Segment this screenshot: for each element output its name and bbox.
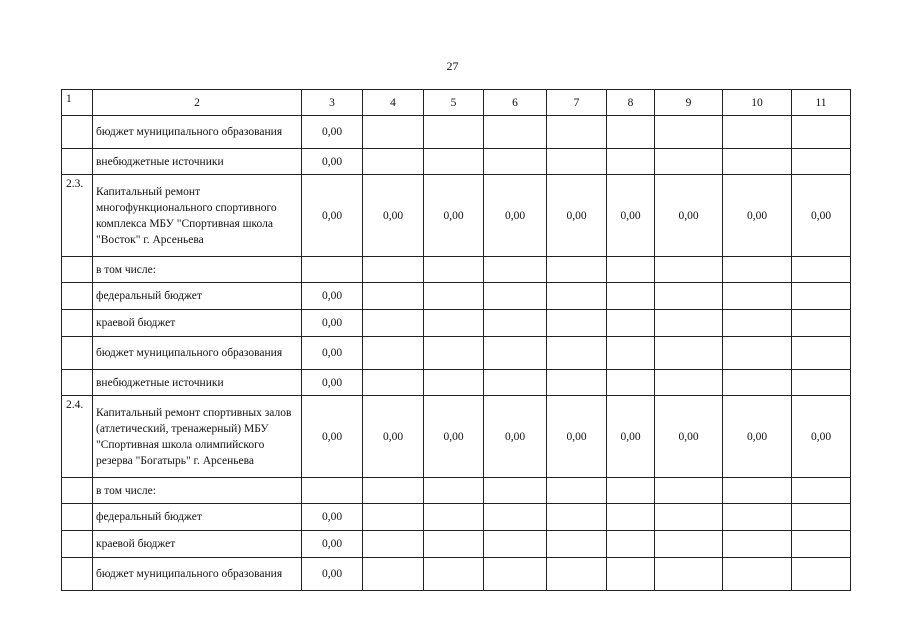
column-header-10: 10 xyxy=(723,90,792,116)
empty-cell-col-5 xyxy=(424,558,484,591)
empty-cell-col-10 xyxy=(723,116,792,149)
row-index xyxy=(62,310,93,337)
table-row xyxy=(62,149,851,175)
column-header-8: 8 xyxy=(607,90,655,116)
empty-cell-col-10 xyxy=(723,149,792,175)
table-row xyxy=(62,337,851,370)
value-cell-col-11: 0,00 xyxy=(792,175,851,257)
empty-cell-col-9 xyxy=(655,116,723,149)
value-cell-col-3: 0,00 xyxy=(302,283,363,310)
empty-cell-col-8 xyxy=(607,116,655,149)
empty-cell-col-6 xyxy=(484,558,547,591)
empty-cell-col-5 xyxy=(424,116,484,149)
row-index xyxy=(62,337,93,370)
row-index xyxy=(62,283,93,310)
table-row xyxy=(62,558,851,591)
row-index: 2.4. xyxy=(62,396,93,478)
empty-cell-col-5 xyxy=(424,370,484,396)
value-cell-col-3: 0,00 xyxy=(302,370,363,396)
value-cell-col-3: 0,00 xyxy=(302,175,363,257)
value-cell-col-9: 0,00 xyxy=(655,396,723,478)
row-index xyxy=(62,370,93,396)
empty-cell-col-11 xyxy=(792,283,851,310)
column-header-4: 4 xyxy=(363,90,424,116)
row-label: краевой бюджет xyxy=(93,310,302,337)
empty-cell-col-6 xyxy=(484,149,547,175)
empty-cell-col-9 xyxy=(655,531,723,558)
table-row xyxy=(62,531,851,558)
empty-cell-col-9 xyxy=(655,478,723,504)
empty-cell-col-8 xyxy=(607,504,655,531)
value-cell-col-3: 0,00 xyxy=(302,558,363,591)
empty-cell-col-11 xyxy=(792,149,851,175)
row-label: в том числе: xyxy=(93,257,302,283)
empty-cell-col-11 xyxy=(792,478,851,504)
row-label: Капитальный ремонт многофункционального спортивного комплекса МБУ "Спортивная школа "Восток" г. Арсеньева xyxy=(93,175,302,257)
empty-cell-col-8 xyxy=(607,283,655,310)
empty-cell-col-7 xyxy=(547,504,607,531)
row-label: краевой бюджет xyxy=(93,531,302,558)
empty-cell-col-7 xyxy=(547,116,607,149)
row-index xyxy=(62,257,93,283)
row-index xyxy=(62,504,93,531)
empty-cell-col-6 xyxy=(484,116,547,149)
empty-cell-col-11 xyxy=(792,337,851,370)
empty-cell-col-8 xyxy=(607,558,655,591)
empty-cell-col-9 xyxy=(655,504,723,531)
column-header-2: 2 xyxy=(93,90,302,116)
empty-cell-col-4 xyxy=(363,504,424,531)
empty-cell-col-8 xyxy=(607,257,655,283)
empty-cell-col-8 xyxy=(607,478,655,504)
empty-cell-col-11 xyxy=(792,370,851,396)
empty-cell-col-10 xyxy=(723,478,792,504)
empty-cell-col-4 xyxy=(363,478,424,504)
empty-cell-col-5 xyxy=(424,531,484,558)
empty-cell-col-8 xyxy=(607,337,655,370)
empty-cell-col-5 xyxy=(424,337,484,370)
empty-cell-col-10 xyxy=(723,558,792,591)
value-cell-col-3: 0,00 xyxy=(302,337,363,370)
value-cell-col-3: 0,00 xyxy=(302,531,363,558)
table-row xyxy=(62,175,851,257)
empty-cell-col-7 xyxy=(547,478,607,504)
value-cell-col-10: 0,00 xyxy=(723,175,792,257)
value-cell-col-3: 0,00 xyxy=(302,149,363,175)
empty-cell-col-10 xyxy=(723,370,792,396)
empty-cell-col-6 xyxy=(484,337,547,370)
row-label: бюджет муниципального образования xyxy=(93,337,302,370)
empty-cell-col-9 xyxy=(655,370,723,396)
row-label: внебюджетные источники xyxy=(93,149,302,175)
value-cell-col-8: 0,00 xyxy=(607,396,655,478)
row-index xyxy=(62,558,93,591)
column-header-1: 1 xyxy=(62,90,93,116)
empty-cell-col-11 xyxy=(792,257,851,283)
empty-cell-col-10 xyxy=(723,257,792,283)
empty-cell-col-8 xyxy=(607,370,655,396)
empty-cell-col-4 xyxy=(363,531,424,558)
empty-cell-col-7 xyxy=(547,310,607,337)
table-row xyxy=(62,504,851,531)
empty-cell-col-4 xyxy=(363,558,424,591)
empty-cell-col-6 xyxy=(484,370,547,396)
empty-cell-col-8 xyxy=(607,149,655,175)
value-cell-col-3: 0,00 xyxy=(302,396,363,478)
empty-cell-col-5 xyxy=(424,478,484,504)
empty-cell-col-4 xyxy=(363,116,424,149)
table-row xyxy=(62,478,851,504)
empty-cell-col-9 xyxy=(655,283,723,310)
table-row xyxy=(62,370,851,396)
table-row xyxy=(62,116,851,149)
budget-table xyxy=(61,89,851,591)
empty-cell-col-10 xyxy=(723,310,792,337)
empty-cell-col-7 xyxy=(547,149,607,175)
value-cell-col-8: 0,00 xyxy=(607,175,655,257)
row-label: Капитальный ремонт спортивных залов (атлетический, тренажерный) МБУ "Спортивная школа олимпийского резерва "Богатырь" г. Арсеньева xyxy=(93,396,302,478)
value-cell-col-4: 0,00 xyxy=(363,396,424,478)
table-row xyxy=(62,310,851,337)
empty-cell-col-9 xyxy=(655,257,723,283)
column-header-7: 7 xyxy=(547,90,607,116)
empty-cell-col-6 xyxy=(484,257,547,283)
empty-cell-col-8 xyxy=(607,310,655,337)
value-cell-col-3: 0,00 xyxy=(302,310,363,337)
row-label: федеральный бюджет xyxy=(93,504,302,531)
column-header-5: 5 xyxy=(424,90,484,116)
empty-cell-col-5 xyxy=(424,504,484,531)
empty-cell-col-4 xyxy=(363,149,424,175)
row-label: в том числе: xyxy=(93,478,302,504)
value-cell-col-10: 0,00 xyxy=(723,396,792,478)
row-label: внебюджетные источники xyxy=(93,370,302,396)
empty-cell-col-10 xyxy=(723,504,792,531)
empty-cell-col-6 xyxy=(484,310,547,337)
value-cell-col-11: 0,00 xyxy=(792,396,851,478)
empty-cell-col-7 xyxy=(547,257,607,283)
table-row xyxy=(62,283,851,310)
value-cell-col-3: 0,00 xyxy=(302,116,363,149)
value-cell-col-6: 0,00 xyxy=(484,396,547,478)
empty-cell-col-10 xyxy=(723,531,792,558)
empty-cell-col-7 xyxy=(547,531,607,558)
value-cell-col-7: 0,00 xyxy=(547,175,607,257)
value-cell-col-9: 0,00 xyxy=(655,175,723,257)
value-cell-col-3: 0,00 xyxy=(302,504,363,531)
row-label: федеральный бюджет xyxy=(93,283,302,310)
row-label: бюджет муниципального образования xyxy=(93,116,302,149)
empty-cell-col-4 xyxy=(363,257,424,283)
page-number: 27 xyxy=(446,59,459,73)
empty-cell-col-7 xyxy=(547,283,607,310)
empty-cell-col-4 xyxy=(363,370,424,396)
empty-cell-col-11 xyxy=(792,558,851,591)
empty-cell-col-9 xyxy=(655,149,723,175)
value-cell-col-7: 0,00 xyxy=(547,396,607,478)
empty-cell-col-9 xyxy=(655,310,723,337)
row-index xyxy=(62,116,93,149)
empty-cell-col-5 xyxy=(424,283,484,310)
value-cell-col-5: 0,00 xyxy=(424,175,484,257)
empty-cell-col-5 xyxy=(424,149,484,175)
empty-cell-col-6 xyxy=(484,478,547,504)
row-label: бюджет муниципального образования xyxy=(93,558,302,591)
row-index xyxy=(62,478,93,504)
empty-cell-col-5 xyxy=(424,310,484,337)
value-cell-col-3 xyxy=(302,478,363,504)
empty-cell-col-10 xyxy=(723,337,792,370)
column-header-3: 3 xyxy=(302,90,363,116)
row-index: 2.3. xyxy=(62,175,93,257)
empty-cell-col-11 xyxy=(792,504,851,531)
empty-cell-col-7 xyxy=(547,370,607,396)
value-cell-col-3 xyxy=(302,257,363,283)
empty-cell-col-7 xyxy=(547,558,607,591)
empty-cell-col-4 xyxy=(363,283,424,310)
table-row xyxy=(62,396,851,478)
empty-cell-col-9 xyxy=(655,558,723,591)
row-index xyxy=(62,149,93,175)
empty-cell-col-6 xyxy=(484,283,547,310)
column-header-11: 11 xyxy=(792,90,851,116)
empty-cell-col-6 xyxy=(484,504,547,531)
empty-cell-col-6 xyxy=(484,531,547,558)
column-header-9: 9 xyxy=(655,90,723,116)
empty-cell-col-4 xyxy=(363,337,424,370)
table-header-row xyxy=(62,90,851,116)
value-cell-col-6: 0,00 xyxy=(484,175,547,257)
empty-cell-col-8 xyxy=(607,531,655,558)
value-cell-col-5: 0,00 xyxy=(424,396,484,478)
empty-cell-col-11 xyxy=(792,531,851,558)
empty-cell-col-7 xyxy=(547,337,607,370)
row-index xyxy=(62,531,93,558)
empty-cell-col-10 xyxy=(723,283,792,310)
empty-cell-col-5 xyxy=(424,257,484,283)
empty-cell-col-4 xyxy=(363,310,424,337)
empty-cell-col-9 xyxy=(655,337,723,370)
table-row xyxy=(62,257,851,283)
empty-cell-col-11 xyxy=(792,116,851,149)
column-header-6: 6 xyxy=(484,90,547,116)
value-cell-col-4: 0,00 xyxy=(363,175,424,257)
empty-cell-col-11 xyxy=(792,310,851,337)
